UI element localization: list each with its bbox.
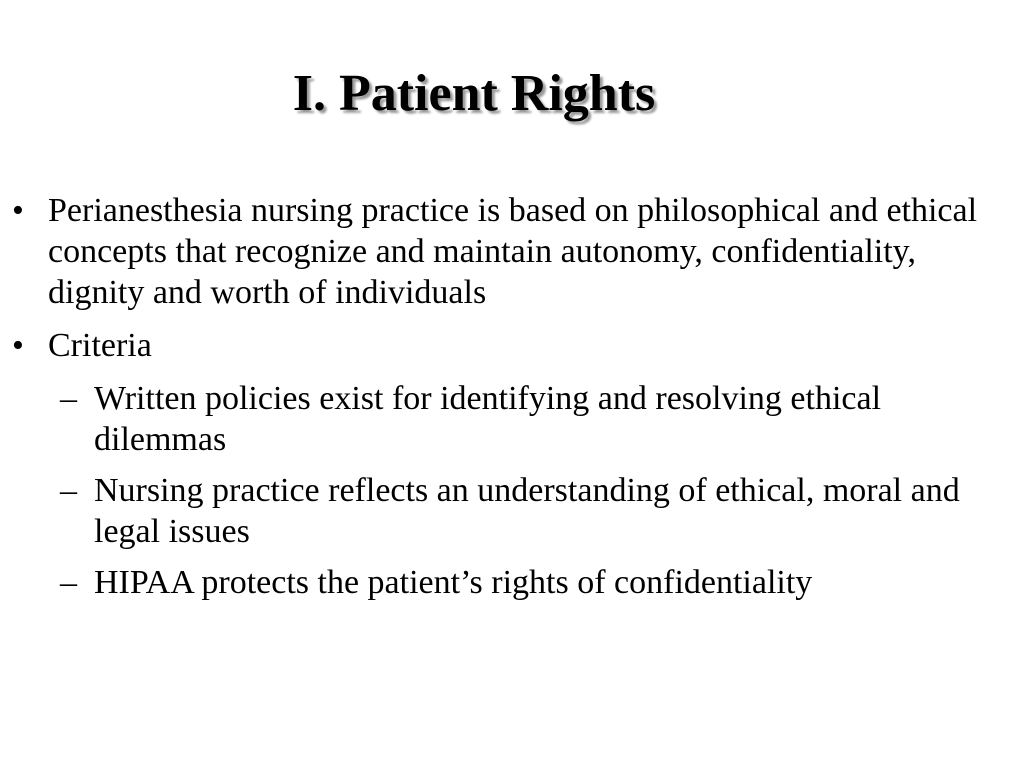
sub-bullet-item <box>0 378 974 460</box>
sub-bullet-item <box>0 470 974 552</box>
bullet-item <box>0 190 988 313</box>
bullet-marker: • <box>12 192 24 229</box>
sub-bullet-text: Written policies exist for identifying and resolving ethical dilemmas <box>94 380 882 458</box>
sub-bullet-text: HIPAA protects the patient’s rights of confidentiality <box>94 564 813 601</box>
sub-bullet-item <box>0 562 974 603</box>
dash-marker: – <box>60 472 77 509</box>
bullet-marker: • <box>12 327 24 364</box>
dash-marker: – <box>60 380 77 417</box>
bullet-text: Perianesthesia nursing practice is based on philosophical and ethical concepts that recognize and maintain autonomy, confidentiality, dignity and worth of individuals <box>48 192 978 311</box>
bullet-text: Criteria <box>48 327 152 364</box>
slide-title: I. Patient Rights <box>292 65 656 122</box>
slide-body <box>0 190 1000 613</box>
bullet-item <box>0 325 1000 366</box>
sub-bullet-text: Nursing practice reflects an understanding of ethical, moral and legal issues <box>94 472 960 550</box>
dash-marker: – <box>60 564 77 601</box>
